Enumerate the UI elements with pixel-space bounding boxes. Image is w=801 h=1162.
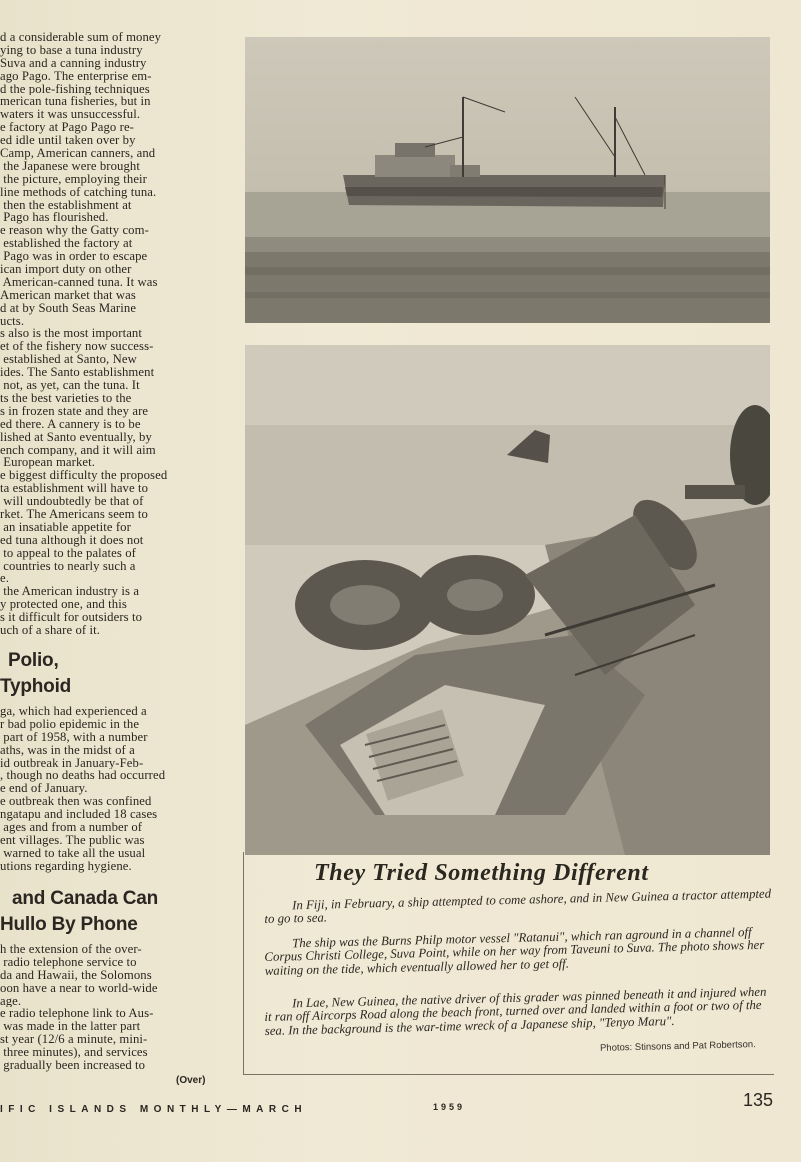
text-line: ed idle until taken over by (0, 134, 136, 148)
text-line: st year (12/6 a minute, mini- (0, 1033, 148, 1047)
text-line: the American industry is a (0, 585, 140, 599)
text-line: ides. The Santo establishment (0, 366, 155, 380)
text-line: e biggest difficulty the proposed (0, 469, 168, 483)
text-line: e reason why the Gatty com- (0, 224, 149, 238)
photo-overturned-grader (245, 345, 770, 855)
text-line: American market that was (0, 288, 136, 302)
text-line: d the pole-fishing techniques (0, 82, 150, 96)
text-line: e end of January. (0, 782, 88, 796)
text-line: ent villages. The public was (0, 833, 145, 847)
text-line: age. (0, 994, 22, 1008)
text-line: r bad polio epidemic in the (0, 717, 140, 731)
text-line: radio telephone service to (0, 955, 137, 969)
text-line: merican tuna fisheries, but in (0, 95, 151, 109)
text-line: et of the fishery now success- (0, 340, 154, 354)
text-line: Pago was in order to escape (0, 250, 148, 264)
text-line: d at by South Seas Marine (0, 301, 137, 315)
caption-paragraph-fiji-newguinea: In Fiji, in February, a ship attempted to come ashore, and in New Guinea a tractor attempted to go to sea. (264, 886, 772, 927)
text-line: ucts. (0, 314, 25, 328)
caption-paragraph-lae-grader: In Lae, New Guinea, the native driver of this grader was pinned beneath it and injured when it ran off Aircorps Road along the beach front, turned over and landed within a foot or two of the sea. In the background is the war-time wreck of a Japanese ship, "Tenyo Maru". (264, 984, 767, 1038)
article-column (0, 31, 220, 637)
text-line: , though no deaths had occurred (0, 769, 166, 783)
page-number: 135 (743, 1090, 774, 1110)
text-line: ago Pago. The enterprise em- (0, 69, 152, 83)
text-line: e. (0, 572, 10, 586)
text-line: three minutes), and services (0, 1046, 148, 1060)
text-line: American-canned tuna. It was (0, 275, 158, 289)
text-line: established at Santo, New (0, 353, 137, 367)
grader-photo-graphic (245, 345, 770, 855)
text-line: the picture, employing their (0, 172, 148, 186)
text-line: line methods of catching tuna. (0, 185, 157, 199)
text-line: an insatiable appetite for (0, 520, 131, 534)
heading-polio-line1: Polio, (8, 650, 59, 671)
text-line: then the establishment at (0, 198, 132, 212)
text-line: not, as yet, can the tuna. It (0, 379, 140, 392)
text-line: e radio telephone link to Aus- (0, 1007, 154, 1021)
text-line: ying to base a tuna industry (0, 43, 143, 57)
text-line: gradually been increased to (0, 1059, 146, 1072)
text-line: y protected one, and this (0, 598, 127, 612)
text-line: waters it was unsuccessful. (0, 108, 141, 122)
text-line: the Japanese were brought (0, 159, 140, 173)
photo-credit: Photos: Stinsons and Pat Robertson. (600, 1039, 757, 1054)
text-line: s in frozen state and they are (0, 404, 149, 418)
text-line: e factory at Pago Pago re- (0, 121, 135, 135)
caption-paragraph-ratanui: The ship was the Burns Philp motor vessel "Ratanui", which ran aground in a channel off Corpus Christi College, Suva Point, while on her way from Taveuni to Suva. The photo shows her waiting on the tide, which eventually allowed her to get off. (264, 925, 765, 978)
text-line: id outbreak in January-Feb- (0, 756, 144, 770)
text-line: ts the best varieties to the (0, 391, 132, 405)
text-line: ta establishment will have to (0, 482, 149, 496)
text-line: was made in the latter part (0, 1020, 141, 1034)
over-label: (Over) (176, 1075, 206, 1086)
magazine-footer: IFIC ISLANDS MONTHLY—MARCH (0, 1104, 308, 1115)
text-line: d a considerable sum of money (0, 31, 162, 44)
text-line: utions regarding hygiene. (0, 859, 132, 873)
footer-year: 1959 (433, 1102, 466, 1112)
text-line: h the extension of the over- (0, 943, 142, 956)
heading-canada-line2: Hullo By Phone (0, 914, 138, 935)
text-line: European market. (0, 456, 96, 470)
text-line: aths, was in the midst of a (0, 743, 135, 757)
text-line: ench company, and it will aim (0, 443, 156, 457)
text-line: Suva and a canning industry (0, 56, 147, 70)
text-line: Camp, American canners, and (0, 147, 156, 160)
photo-caption (243, 852, 774, 1075)
text-line: to appeal to the palates of (0, 546, 136, 560)
photo-ship-ratanui (245, 37, 770, 323)
text-line: Pago has flourished. (0, 211, 109, 225)
text-line: e outbreak then was confined (0, 795, 152, 809)
text-line: ed tuna although it does not (0, 533, 144, 547)
heading-canada-line1: and Canada Can (12, 888, 159, 909)
text-line: established the factory at (0, 237, 133, 251)
text-line: oon have a near to world-wide (0, 981, 158, 995)
text-line: s it difficult for outsiders to (0, 611, 143, 624)
text-line: countries to nearly such a (0, 559, 136, 573)
text-line: ed there. A cannery is to be (0, 417, 141, 431)
text-line: lished at Santo eventually, by (0, 430, 152, 444)
text-line: s also is the most important (0, 327, 143, 341)
text-line: ages and from a number of (0, 821, 143, 834)
text-line: ican import duty on other (0, 263, 132, 276)
text-line: ga, which had experienced a (0, 705, 147, 718)
article-canada (0, 943, 220, 1072)
text-line: rket. The Americans seem to (0, 507, 148, 521)
ship-photo-graphic (245, 37, 770, 323)
text-line: part of 1958, with a number (0, 730, 148, 744)
article-polio (0, 705, 220, 873)
text-line: will undoubtedly be that of (0, 495, 144, 508)
text-line: uch of a share of it. (0, 623, 101, 637)
heading-polio-line2: Typhoid (0, 676, 72, 697)
caption-title: They Tried Something Different (314, 860, 649, 886)
text-line: warned to take all the usual (0, 846, 146, 860)
text-line: da and Hawaii, the Solomons (0, 968, 152, 982)
text-line: ngatapu and included 18 cases (0, 808, 158, 822)
